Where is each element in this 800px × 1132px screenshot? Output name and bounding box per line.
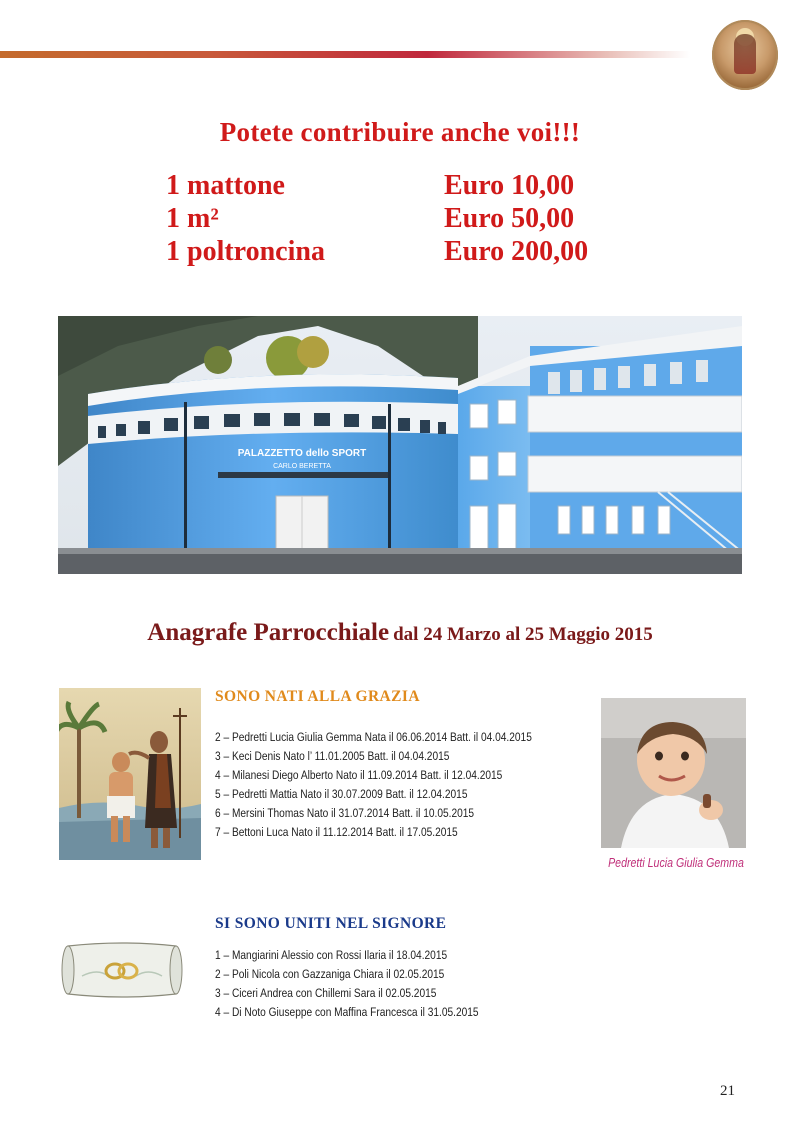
list-item: 5 – Pedretti Mattia Nato il 30.07.2009 Batt. il 12.04.2015 bbox=[215, 787, 468, 801]
price-row bbox=[166, 236, 646, 270]
list-item: 6 – Mersini Thomas Nato il 31.07.2014 Batt. il 10.05.2015 bbox=[215, 806, 475, 820]
sign-line2: CARLO BERETTA bbox=[273, 463, 331, 470]
price-value: Euro 50,00 bbox=[444, 203, 575, 234]
list-item: 2 – Poli Nicola con Gazzaniga Chiara il 02.05.2015 bbox=[215, 967, 445, 981]
baby-photo bbox=[601, 698, 746, 848]
price-item: 1 poltroncina bbox=[166, 236, 325, 267]
price-row bbox=[166, 203, 646, 237]
baptism-painting bbox=[59, 688, 201, 860]
price-item: 1 m² bbox=[166, 203, 219, 234]
baby-photo-caption: Pedretti Lucia Giulia Gemma bbox=[608, 856, 744, 870]
price-value: Euro 10,00 bbox=[444, 170, 575, 201]
price-value: Euro 200,00 bbox=[444, 236, 589, 267]
appeal-title: Potete contribuire anche voi!!! bbox=[219, 117, 581, 147]
registry-title-main: Anagrafe Parrocchiale bbox=[147, 619, 390, 646]
page-number: 21 bbox=[720, 1083, 735, 1099]
wedding-rings-scroll-icon bbox=[58, 938, 186, 1002]
price-item: 1 mattone bbox=[166, 170, 285, 201]
unions-heading: SI SONO UNITI NEL SIGNORE bbox=[215, 915, 447, 932]
price-row bbox=[166, 170, 646, 204]
saint-medallion-icon bbox=[712, 20, 778, 90]
births-heading: SONO NATI ALLA GRAZIA bbox=[215, 688, 420, 705]
list-item: 3 – Keci Denis Nato l’ 11.01.2005 Batt. il 04.04.2015 bbox=[215, 749, 450, 763]
list-item: 7 – Bettoni Luca Nato il 11.12.2014 Batt. il 17.05.2015 bbox=[215, 825, 458, 839]
registry-title bbox=[0, 619, 800, 647]
list-item: 4 – Di Noto Giuseppe con Maffina Francesca il 31.05.2015 bbox=[215, 1005, 479, 1019]
registry-title-dates: dal 24 Marzo al 25 Maggio 2015 bbox=[393, 624, 653, 645]
list-item: 1 – Mangiarini Alessio con Rossi Ilaria il 18.04.2015 bbox=[215, 948, 448, 962]
list-item: 3 – Ciceri Andrea con Chillemi Sara il 02.05.2015 bbox=[215, 986, 437, 1000]
list-item: 4 – Milanesi Diego Alberto Nato il 11.09.2014 Batt. il 12.04.2015 bbox=[215, 768, 503, 782]
sign-line1: PALAZZETTO dello SPORT bbox=[237, 448, 367, 459]
header-rule bbox=[0, 51, 690, 58]
sports-hall-photo bbox=[58, 316, 742, 574]
list-item: 2 – Pedretti Lucia Giulia Gemma Nata il 06.06.2014 Batt. il 04.04.2015 bbox=[215, 730, 532, 744]
